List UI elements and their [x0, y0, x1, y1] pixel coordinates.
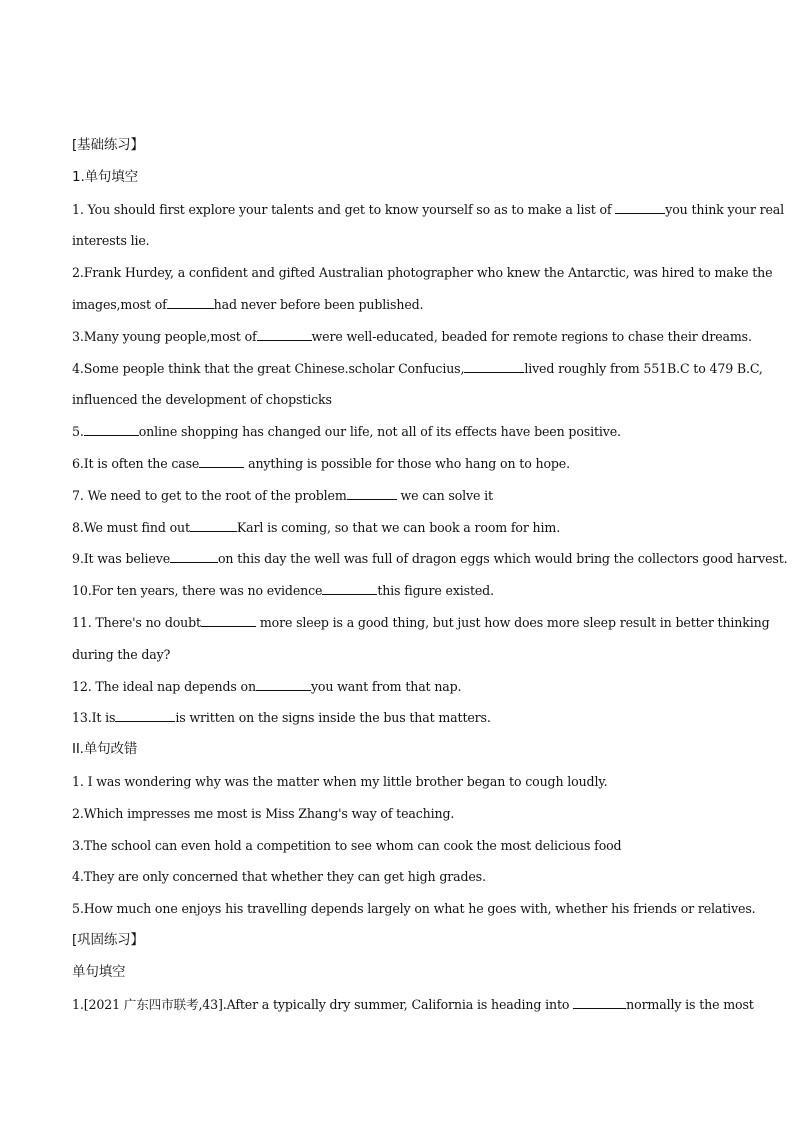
question-fill-1-continued: interests lie. [72, 233, 150, 249]
answer-blank [257, 328, 312, 341]
answer-blank [464, 360, 524, 373]
question-fill-6: 6.It is often the case anything is possible for those who hang on to hope. [72, 455, 570, 471]
question-fill-10: 10.For ten years, there was no evidence this figure existed. [72, 583, 494, 599]
question-fill-9: 9.It was believe on this day the well was full of dragon eggs which would bring the collectors good harvest. [72, 551, 788, 567]
answer-blank [115, 709, 175, 722]
question-consolidation-1: 1.[2021 广东四市联考,43].After a typically dry summer, California is heading into normally is the most [72, 996, 754, 1012]
question-fill-2: 2.Frank Hurdey, a confident and gifted Australian photographer who knew the Antarctic, was hired to make the [72, 265, 773, 281]
question-fill-2-continued: images,most of had never before been published. [72, 296, 424, 312]
question-fill-11-continued: during the day? [72, 646, 171, 662]
section-title-basic-practice: [基础练习】 [72, 137, 144, 153]
section-title-consolidation: [巩固练习】 [72, 931, 144, 948]
answer-blank [201, 614, 256, 627]
question-fill-12: 12. The ideal nap depends on you want from that nap. [72, 678, 462, 694]
answer-blank [199, 455, 244, 468]
question-fill-3: 3.Many young people,most of were well-educated, beaded for remote regions to chase their dreams. [72, 328, 752, 344]
question-correction-1: 1. I was wondering why was the matter when my little brother began to cough loudly. [72, 773, 608, 789]
question-fill-8: 8.We must find out Karl is coming, so that we can book a room for him. [72, 519, 561, 535]
question-fill-1: 1. You should first explore your talents and get to know yourself so as to make a list of you think your real [72, 201, 785, 217]
question-fill-13: 13.It is is written on the signs inside the bus that matters. [72, 710, 491, 726]
question-correction-4: 4.They are only concerned that whether they can get high grades. [72, 869, 486, 885]
answer-blank [190, 519, 237, 532]
answer-blank [322, 582, 377, 595]
answer-blank [615, 201, 665, 214]
question-fill-7: 7. We need to get to the root of the problem we can solve it [72, 487, 493, 503]
question-fill-5: 5. online shopping has changed our life, not all of its effects have been positive. [72, 424, 621, 440]
question-correction-2: 2.Which impresses me most is Miss Zhang's way of teaching. [72, 805, 455, 821]
answer-blank [347, 487, 397, 500]
question-fill-4-continued: influenced the development of chopsticks [72, 392, 332, 408]
part-title-fill-in-2: 单句填空 [72, 963, 126, 980]
answer-blank [84, 423, 139, 436]
question-correction-3: 3.The school can even hold a competition to see whom can cook the most delicious food [72, 837, 622, 853]
part-title-fill-in: 1.单句填空 [72, 168, 138, 185]
answer-blank [167, 296, 214, 309]
question-fill-11: 11. There's no doubt more sleep is a good thing, but just how does more sleep result in better thinking [72, 614, 770, 630]
exercise-content [72, 130, 788, 1020]
answer-blank [256, 678, 311, 691]
answer-blank [573, 996, 626, 1009]
question-correction-5: 5.How much one enjoys his travelling depends largely on what he goes with, whether his friends or relatives. [72, 901, 756, 917]
answer-blank [170, 550, 218, 563]
question-fill-4: 4.Some people think that the great Chinese.scholar Confucius, lived roughly from 551B.C to 479 B.C, [72, 360, 763, 376]
part-title-error-correction: II.单句改错 [72, 741, 138, 758]
